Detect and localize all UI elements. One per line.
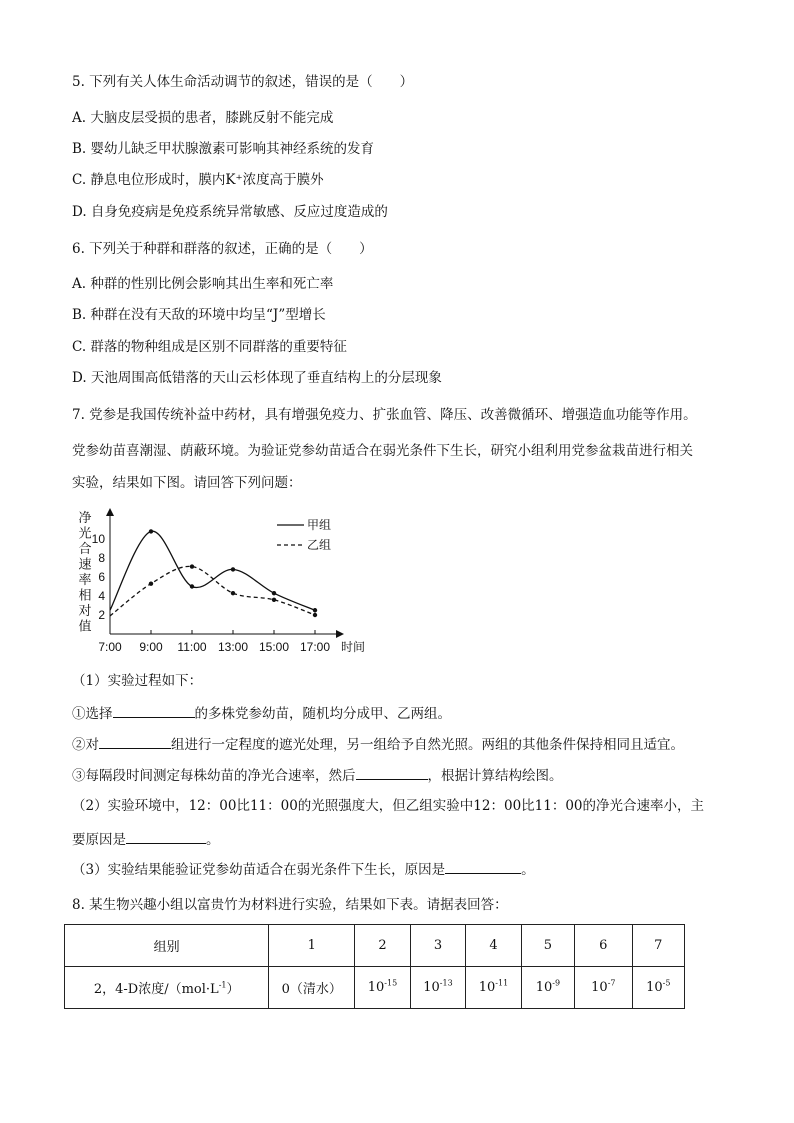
data-point: [272, 598, 276, 602]
y-axis-label-char: 速: [78, 556, 92, 572]
text: ）: [226, 982, 240, 997]
text: -7: [607, 978, 616, 988]
text: 10: [646, 980, 663, 995]
x-tick-label: 17:00: [299, 640, 331, 654]
x-tick-label: 15:00: [258, 640, 290, 654]
series-line-yi: [110, 566, 315, 616]
x-tick-label: 13:00: [217, 640, 249, 654]
q6-option-d: D. 天池周围高低错落的天山云杉体现了垂直结构上的分层现象: [72, 370, 442, 386]
q5-option-d: D. 自身免疫病是免疫系统异常敏感、反应过度造成的: [72, 204, 388, 220]
series-layer: [110, 529, 317, 617]
y-axis-label-char: 率: [78, 572, 92, 587]
y-tick-labels: [92, 532, 106, 622]
legend-label-jia: 甲组: [307, 518, 332, 532]
table-cell: 5: [521, 925, 574, 967]
q5-option-b: B. 婴幼儿缺乏甲状腺激素可影响其神经系统的发育: [72, 141, 375, 157]
data-point: [231, 591, 235, 595]
q6-option-b: B. 种群在没有天敌的环境中均呈“J”型增长: [72, 307, 326, 323]
y-tick-label: 6: [98, 570, 105, 584]
text: 10: [423, 980, 440, 995]
table-cell: [632, 967, 685, 1009]
text: -15: [384, 978, 398, 988]
answer-blank[interactable]: [445, 859, 521, 874]
data-point: [313, 613, 317, 617]
text: 10: [535, 980, 553, 995]
table-cell: [575, 967, 632, 1009]
table-cell: 0（清水）: [269, 967, 355, 1009]
text: 10: [591, 980, 608, 995]
table-cell: 6: [575, 925, 632, 967]
table-cell: [466, 967, 522, 1009]
q7-intro-line3: 实验，结果如下图。请回答下列问题：: [72, 475, 302, 491]
y-axis-label: [78, 510, 91, 634]
q7-part1-b: [72, 734, 684, 754]
y-axis-label-char: 相: [78, 587, 92, 603]
text: 。: [206, 832, 220, 848]
data-point: [190, 564, 194, 568]
q7-part2-line1: （2）实验环境中，12：00比11：00的光照强度大，但乙组实验中12：00比11：00的净光合速率小，主: [72, 798, 705, 814]
y-axis-label-char: 值: [78, 618, 92, 634]
series-line-jia: [110, 531, 315, 610]
y-tick-label: 4: [98, 589, 105, 603]
y-axis-label-char: 光: [78, 525, 92, 541]
q6-option-c: C. 群落的物种组成是区别不同群落的重要特征: [72, 339, 347, 355]
text: ①选择: [72, 706, 113, 722]
answer-blank[interactable]: [356, 765, 428, 780]
legend-label-yi: 乙组: [307, 538, 332, 552]
y-tick-label: 2: [98, 608, 105, 622]
text: （3）实验结果能验证党参幼苗适合在弱光条件下生长，原因是: [72, 862, 446, 878]
table-cell: [410, 967, 466, 1009]
text: 要原因是: [72, 832, 126, 848]
x-tick-label: 11:00: [177, 640, 207, 654]
table-cell: [355, 967, 411, 1009]
q8-stem: 8. 某生物兴趣小组以富贵竹为材料进行实验，结果如下表。请据表回答：: [72, 897, 508, 913]
text: -13: [439, 978, 453, 988]
q7-part1-a: [72, 703, 451, 723]
table-cell: 1: [269, 925, 355, 967]
y-axis-label-char: 对: [78, 603, 92, 618]
q5-option-c: C. 静息电位形成时，膜内K⁺浓度高于膜外: [72, 172, 324, 188]
q7-part2-line2: [72, 829, 220, 849]
text: -5: [662, 978, 671, 988]
q7-intro-line2: 党参幼苗喜潮湿、荫蔽环境。为验证党参幼苗适合在弱光条件下生长，研究小组利用党参盆栽苗进行相关: [72, 443, 693, 459]
text: -9: [552, 978, 561, 988]
table-cell: 3: [410, 925, 466, 967]
data-point: [272, 591, 276, 595]
text: ③每隔段时间测定每株幼苗的净光合速率，然后: [72, 768, 356, 784]
x-tick-label: 9:00: [139, 640, 163, 654]
answer-blank[interactable]: [113, 703, 195, 718]
table-cell: [521, 967, 574, 1009]
y-axis-label-char: 净: [78, 510, 92, 525]
y-axis-label-char: 合: [78, 541, 92, 556]
text: 10: [478, 980, 496, 995]
x-axis-label: 时间: [341, 640, 366, 654]
legend: [277, 518, 331, 552]
net-photosynthesis-chart: [72, 506, 392, 662]
text: 的多株党参幼苗，随机均分成甲、乙两组。: [194, 706, 451, 722]
text: ②对: [72, 737, 99, 753]
q6-option-a: A. 种群的性别比例会影响其出生率和死亡率: [72, 276, 334, 292]
text: -11: [495, 978, 509, 988]
table-cell: 4: [466, 925, 522, 967]
q7-part1-c: [72, 765, 563, 785]
concentration-table: [64, 924, 685, 1009]
data-point: [149, 529, 153, 533]
text: 。: [521, 862, 535, 878]
x-tick-label: 7:00: [98, 640, 122, 654]
q7-intro-line1: 7. 党参是我国传统补益中药材，具有增强免疫力、扩张血管、降压、改善微循环、增强造血功能等作用。: [72, 407, 697, 423]
table-row: [65, 925, 685, 967]
q5-stem: 5. 下列有关人体生命活动调节的叙述，错误的是（ ）: [72, 74, 414, 90]
table-cell: [65, 967, 269, 1009]
table-row: [65, 967, 685, 1009]
y-tick-label: 8: [98, 551, 105, 565]
text: 组进行一定程度的遮光处理，另一组给予自然光照。两组的其他条件保持相同且适宜。: [171, 737, 684, 753]
y-tick-label: 10: [91, 532, 105, 546]
data-point: [313, 608, 317, 612]
table-cell: 2: [355, 925, 411, 967]
answer-blank[interactable]: [99, 734, 171, 749]
table-cell: 组别: [65, 925, 269, 967]
q7-part3: [72, 859, 535, 879]
text: 2，4-D浓度/（mol·L: [93, 982, 219, 997]
table-cell: 7: [632, 925, 685, 967]
data-point: [149, 581, 153, 585]
answer-blank[interactable]: [126, 829, 206, 844]
q6-stem: 6. 下列关于种群和群落的叙述，正确的是（ ）: [72, 241, 373, 257]
data-point: [190, 584, 194, 588]
q7-part1-title: （1）实验过程如下：: [72, 673, 203, 689]
data-point: [231, 567, 235, 571]
text: ，根据计算结构绘图。: [427, 768, 563, 784]
text: -1: [218, 980, 227, 990]
q5-option-a: A. 大脑皮层受损的患者，膝跳反射不能完成: [72, 110, 334, 126]
text: 10: [367, 980, 385, 995]
